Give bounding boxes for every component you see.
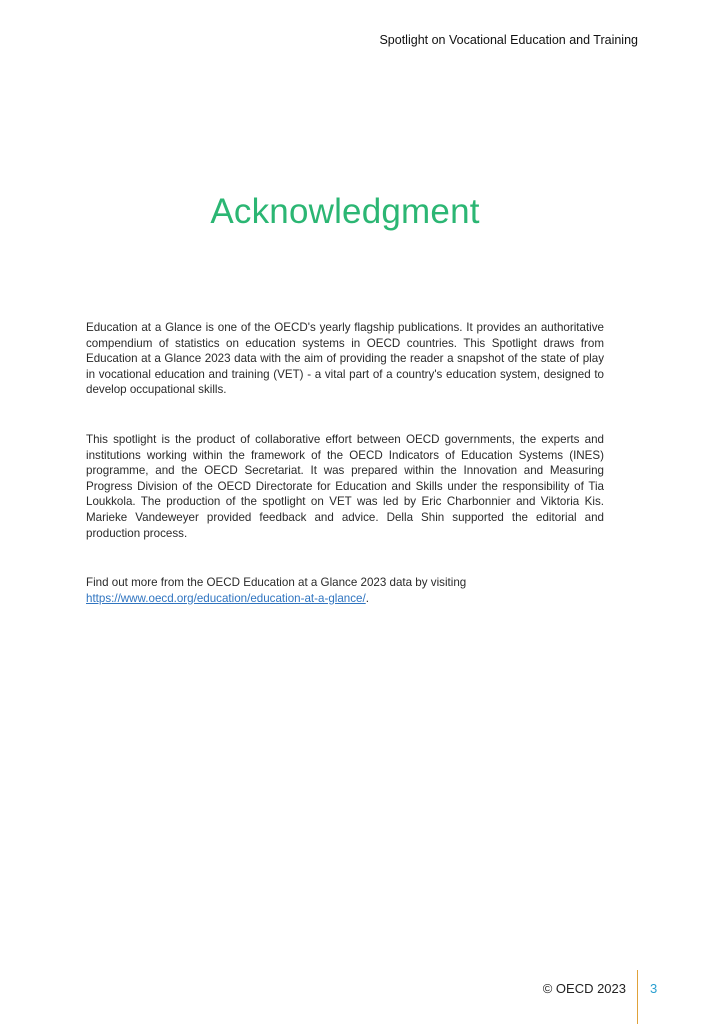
footer-divider	[637, 970, 638, 1024]
paragraph-intro: Education at a Glance is one of the OECD's yearly flagship publications. It provides an authoritative compendium of statistics on education systems in OECD countries. This Spotlight draws from Education at a Glance 2023 data with the aim of providing the reader a snapshot of the state of play in vocational education and training (VET) - a vital part of a country's education system, designed to develop occupational skills.	[86, 321, 604, 397]
running-header: Spotlight on Vocational Education and Training	[379, 33, 638, 47]
eag-website-link[interactable]: https://www.oecd.org/education/education-at-a-glance/	[86, 591, 366, 605]
page-title: Acknowledgment	[210, 192, 480, 231]
paragraph-acknowledgments: This spotlight is the product of collaborative effort between OECD governments, the experts and institutions working within the framework of the OECD Indicators of Education Systems (INES) programme, and the OECD Secretariat. It was prepared within the Innovation and Measuring Progress Division of the OECD Directorate for Education and Skills under the responsibility of Tia Loukkola. The production of the spotlight on VET was led by Eric Charbonnier and Viktoria Kis. Marieke Vandeweyer provided feedback and advice. Della Shin supported the editorial and production process.	[86, 433, 604, 540]
page-number: 3	[650, 981, 658, 996]
link-period: .	[365, 591, 369, 605]
find-out-more-text: Find out more from the OECD Education at a Glance 2023 data by visiting	[86, 576, 467, 589]
footer-copyright: © OECD 2023	[542, 981, 626, 996]
paragraph-find-out-more	[86, 575, 604, 606]
